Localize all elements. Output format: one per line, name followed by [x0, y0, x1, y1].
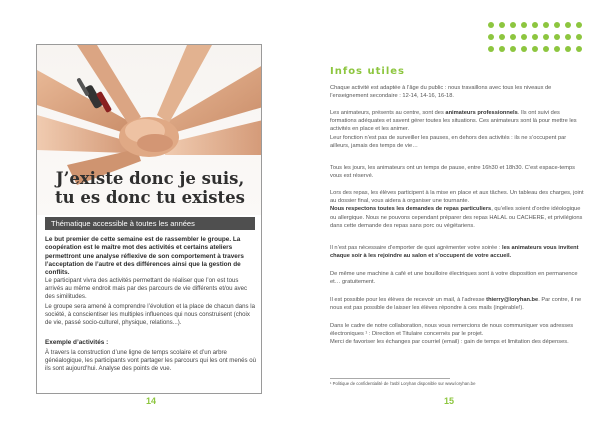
decorative-dot	[565, 46, 571, 52]
decorative-dot	[576, 22, 582, 28]
info-paragraph-7: De même une machine à café et une bouilloire électriques sont à votre disposition en permanence et… gratuitement.	[330, 271, 578, 286]
title-line-2: tu es donc tu existes	[55, 188, 245, 207]
card-title	[47, 169, 253, 207]
p6-text: Il n’est pas nécessaire d’emporter de quoi agrémenter votre soirée :	[330, 245, 502, 251]
decorative-dot	[554, 22, 560, 28]
footnote-divider	[330, 378, 450, 379]
decorative-dot	[510, 46, 516, 52]
decorative-dot	[499, 46, 505, 52]
info-paragraph-2	[330, 109, 584, 150]
decorative-dot	[521, 22, 527, 28]
p2-text-c: . Ils ont suivi des formations adéquates et savent gérer toutes les situations. Ces animateurs sont là pour mettre les activités en place et les animer.	[330, 110, 577, 133]
body-paragraph-1: Le participant vivra des activités permettant de réaliser que l’on est tous arrivés au même endroit mais par des parcours de vie différents et/ou avec des similitudes.	[45, 277, 248, 301]
p6-bold: les animateurs vous invitent chaque soir à les rejoindre au salon et s’occupent de votre accueil.	[330, 245, 579, 260]
p10-text: Merci de favoriser les échanges par courriel (email) : gain de temps et limitation des dépenses.	[330, 339, 569, 346]
decorative-dot	[488, 34, 494, 40]
info-paragraph-6	[330, 244, 584, 260]
info-paragraph-8	[330, 296, 584, 312]
p9-text: Dans le cadre de notre collaboration, nous vous remercions de nous communiquer vos adresses électroniques ¹ : Direction et Titulaire concernés par le projet.	[330, 323, 574, 338]
email-link[interactable]: thierry@loryhan.be	[486, 297, 539, 303]
decorative-dot	[576, 46, 582, 52]
decorative-dot	[576, 34, 582, 40]
page-number-right: 15	[444, 396, 455, 406]
page-number-left: 14	[146, 396, 157, 406]
example-text: À travers la construction d’une ligne de temps scolaire et d’un arbre généalogique, les participants vont partager les parcours qui les ont menés où ils sont aujourd’hui. Analyse des points de vue.	[45, 349, 257, 373]
decorative-dot	[543, 22, 549, 28]
p8-text-c: . Par contre, il ne nous est pas possible de laisser les élèves répondre à ces mails (ingérable!).	[330, 297, 582, 312]
title-line-1: J’existe donc je suis,	[55, 169, 245, 188]
p2-bold: animateurs professionnels	[445, 110, 518, 116]
intro-paragraph: Le but premier de cette semaine est de rassembler le groupe. La coopération est le maître mot des activités et certains ateliers permettront une analyse réflexive de son comportement à travers l’acceptation de l’autre et des différences ainsi que la gestion de conflits.	[45, 236, 244, 277]
body-paragraph-2: Le groupe sera amené à comprendre l’évolution et la place de chacun dans la société, à conscientiser les multiples influences qui nous construisent (choix de vie, passé socio-culturel, physique, relations...).	[45, 303, 256, 327]
decorative-dot	[521, 46, 527, 52]
info-paragraph-3: Tous les jours, les animateurs ont un temps de pause, entre 16h30 et 18h30. C’est espace-temps vous est réservé.	[330, 165, 576, 180]
p4-text: Lors des repas, les élèves participent à la mise en place et aux tâches. Un tableau des charges, joint au dossier final, vous aidera à organiser une tournante.	[330, 190, 584, 205]
decorative-dot	[543, 46, 549, 52]
decorative-dot	[554, 46, 560, 52]
decorative-dot	[532, 22, 538, 28]
decorative-dot-grid	[488, 22, 588, 58]
activity-card	[36, 44, 262, 394]
decorative-dot	[532, 34, 538, 40]
p8-text-a: Il est possible pour les élèves de recevoir un mail, à l’adresse	[330, 297, 487, 303]
info-paragraph-4	[330, 189, 584, 230]
decorative-dot	[565, 22, 571, 28]
info-paragraph-1: Chaque activité est adaptée à l’âge du public : nous travaillons avec tous les niveaux de l’enseignement secondaire : 12-14, 14-16, 16-18.	[330, 85, 552, 100]
decorative-dot	[499, 22, 505, 28]
decorative-dot	[510, 34, 516, 40]
decorative-dot	[499, 34, 505, 40]
p2-text-a: Les animateurs, présents au centre, sont des	[330, 110, 446, 116]
decorative-dot	[488, 22, 494, 28]
decorative-dot	[554, 34, 560, 40]
decorative-dot	[510, 22, 516, 28]
decorative-dot	[521, 34, 527, 40]
decorative-dot	[532, 46, 538, 52]
p5-bold: Nous respectons toutes les demandes de repas particuliers	[330, 206, 492, 213]
decorative-dot	[565, 34, 571, 40]
footnote: ¹ Politique de confidentialité de l’asbl Loryhan disponible sur www.loryhan.be	[330, 381, 476, 386]
p2-text-d: Leur fonction n’est pas de surveiller les pauses, en dehors des activités : ils ne s’occupent par ailleurs, jamais des temps de vie…	[330, 134, 567, 149]
decorative-dot	[488, 46, 494, 52]
p5-text: , qu’elles soient d’ordre idéologique ou allergique. Nous ne pouvons cependant préparer des repas HALAL ou CACHERE, et privilégions dans cette demande des repas sans porc ou végétariens.	[330, 206, 583, 229]
info-paragraph-9	[330, 322, 584, 347]
theme-banner: Thématique accessible à toutes les années	[45, 217, 255, 230]
decorative-dot	[543, 34, 549, 40]
right-page	[300, 0, 600, 423]
infos-heading: Infos utiles	[330, 66, 405, 77]
example-heading: Exemple d’activités :	[45, 339, 109, 346]
